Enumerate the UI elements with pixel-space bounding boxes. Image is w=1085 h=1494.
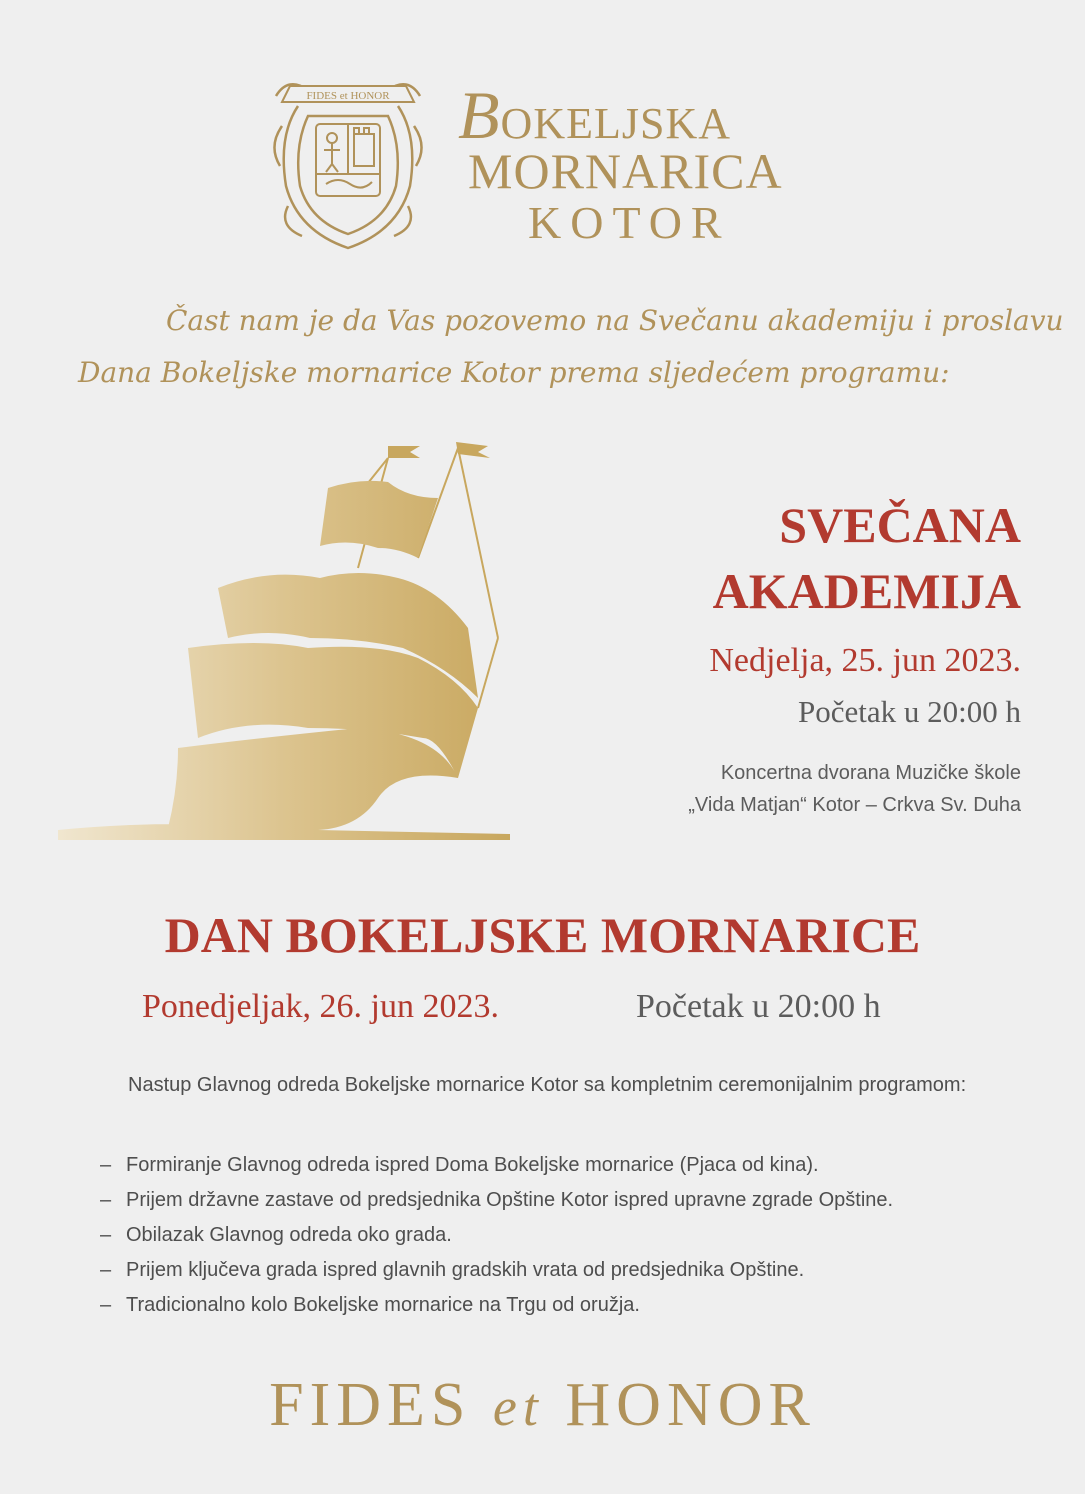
academy-date: Nedjelja, 25. jun 2023. — [709, 642, 1021, 679]
svg-text:FIDES et HONOR: FIDES et HONOR — [306, 90, 390, 102]
logo-line1-rest: OKELJSKA — [500, 99, 731, 148]
logo-line-kotor: KOTOR — [528, 197, 731, 248]
list-bullet: – — [100, 1154, 112, 1176]
coat-of-arms-crest — [268, 66, 428, 254]
list-item-text: Prijem ključeva grada ispred glavnih gradskih vrata od predsjednika Opštine. — [126, 1259, 805, 1281]
invitation-line-1: Čast nam je da Vas pozovemo na Svečanu akademiju i proslavu — [166, 304, 1064, 337]
list-item-text: Formiranje Glavnog odreda ispred Doma Bokeljske mornarice (Pjaca od kina). — [126, 1154, 819, 1176]
list-item — [100, 1183, 1060, 1218]
motto-footer — [0, 1370, 1085, 1441]
motto-honor: HONOR — [565, 1371, 816, 1439]
academy-start-time: Početak u 20:00 h — [798, 694, 1021, 729]
list-item-text: Obilazak Glavnog odreda oko grada. — [126, 1224, 452, 1246]
logo-line-mornarica: MORNARICA — [468, 143, 783, 199]
list-item — [100, 1218, 1060, 1253]
academy-venue-line-2: „Vida Matjan“ Kotor – Crkva Sv. Duha — [688, 794, 1021, 816]
day-date: Ponedjeljak, 26. jun 2023. — [142, 988, 499, 1025]
sailing-ship-illustration — [58, 438, 510, 840]
list-bullet: – — [100, 1224, 112, 1246]
list-item-text: Prijem državne zastave od predsjednika Opštine Kotor ispred upravne zgrade Opštine. — [126, 1189, 894, 1211]
logo-initial: B — [458, 77, 501, 153]
list-item — [100, 1253, 1060, 1288]
academy-title-line-2: AKADEMIJA — [712, 563, 1021, 619]
day-description-text: Nastup Glavnog odreda Bokeljske mornarice Kotor sa kompletnim ceremonijalnim programom: — [128, 1074, 967, 1096]
academy-venue-line-1: Koncertna dvorana Muzičke škole — [720, 762, 1021, 784]
day-start-time: Početak u 20:00 h — [636, 988, 881, 1025]
list-bullet: – — [100, 1294, 112, 1316]
list-item — [100, 1288, 1060, 1323]
invitation-line-2: Dana Bokeljske mornarice Kotor prema sljedećem programu: — [78, 356, 950, 389]
motto-et: et — [492, 1377, 544, 1437]
list-item — [100, 1148, 1060, 1183]
program-list — [100, 1148, 1060, 1323]
day-title: DAN BOKELJSKE MORNARICE — [164, 907, 921, 963]
list-item-text: Tradicionalno kolo Bokeljske mornarice na Trgu od oružja. — [126, 1294, 640, 1316]
list-bullet: – — [100, 1259, 112, 1281]
academy-title-line-1: SVEČANA — [779, 497, 1021, 553]
list-bullet: – — [100, 1189, 112, 1211]
motto-fides: FIDES — [269, 1371, 472, 1439]
day-description — [78, 1070, 1022, 1100]
